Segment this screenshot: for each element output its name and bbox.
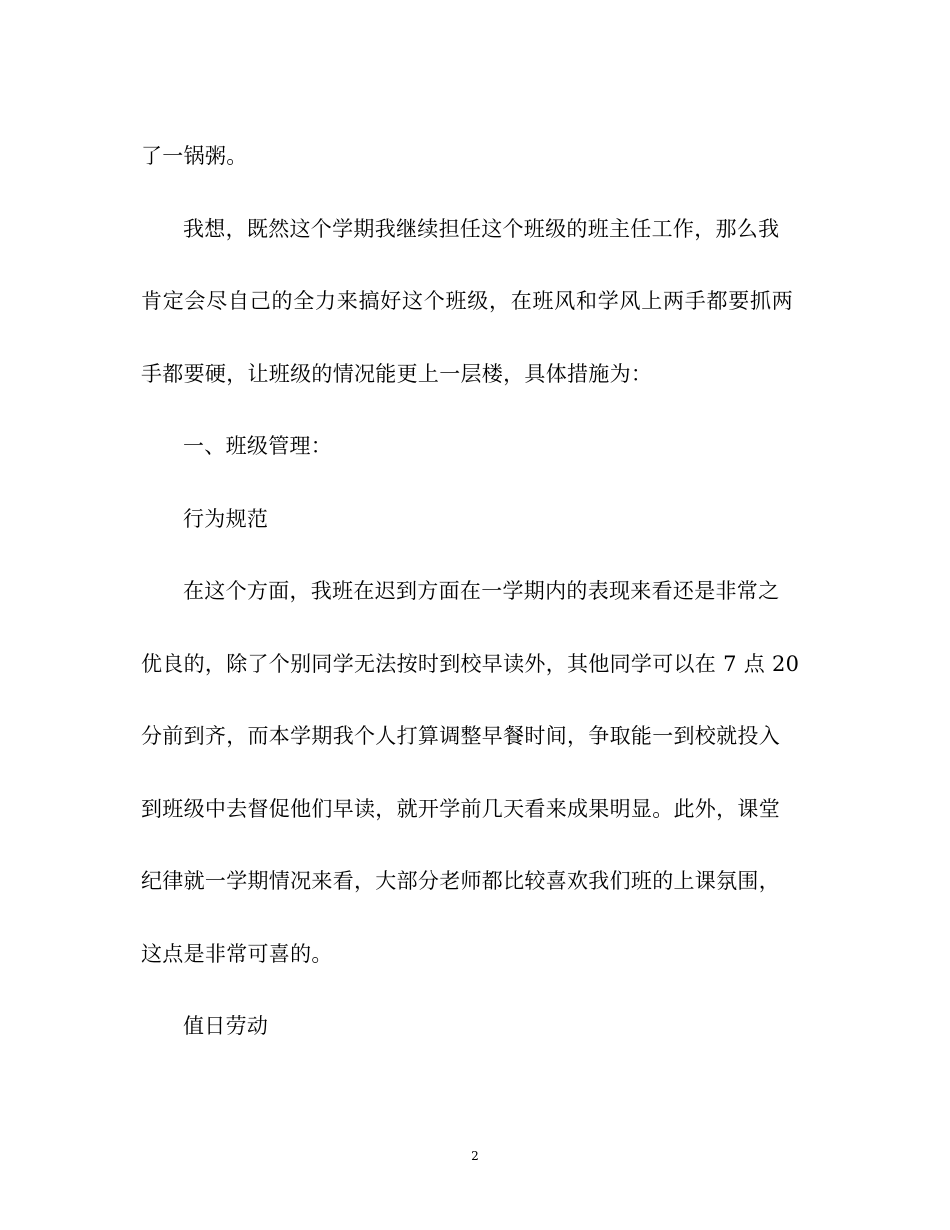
paragraph-line: 到班级中去督促他们早读，就开学前几天看来成果明显。此外，课堂 <box>141 797 780 821</box>
subheading: 值日劳动 <box>183 1014 269 1038</box>
text-line: 了一锅粥。 <box>141 144 248 168</box>
paragraph-line: 在这个方面，我班在迟到方面在一学期内的表现来看还是非常之 <box>183 579 780 603</box>
paragraph-line: 肯定会尽自己的全力来搞好这个班级，在班风和学风上两手都要抓两 <box>141 289 793 313</box>
paragraph-line: 优良的，除了个别同学无法按时到校早读外，其他同学可以在 7 点 20 <box>141 652 800 676</box>
paragraph-line: 纪律就一学期情况来看，大部分老师都比较喜欢我们班的上课氛围， <box>141 869 780 893</box>
section-heading: 一、班级管理： <box>183 434 333 458</box>
paragraph-line: 我想，既然这个学期我继续担任这个班级的班主任工作，那么我 <box>183 217 780 241</box>
paragraph-line: 这点是非常可喜的。 <box>141 942 333 966</box>
paragraph-line: 分前到齐，而本学期我个人打算调整早餐时间，争取能一到校就投入 <box>141 724 780 748</box>
subheading: 行为规范 <box>183 507 269 531</box>
page-number: 2 <box>471 1149 479 1163</box>
paragraph-line: 手都要硬，让班级的情况能更上一层楼，具体措施为： <box>141 362 653 386</box>
